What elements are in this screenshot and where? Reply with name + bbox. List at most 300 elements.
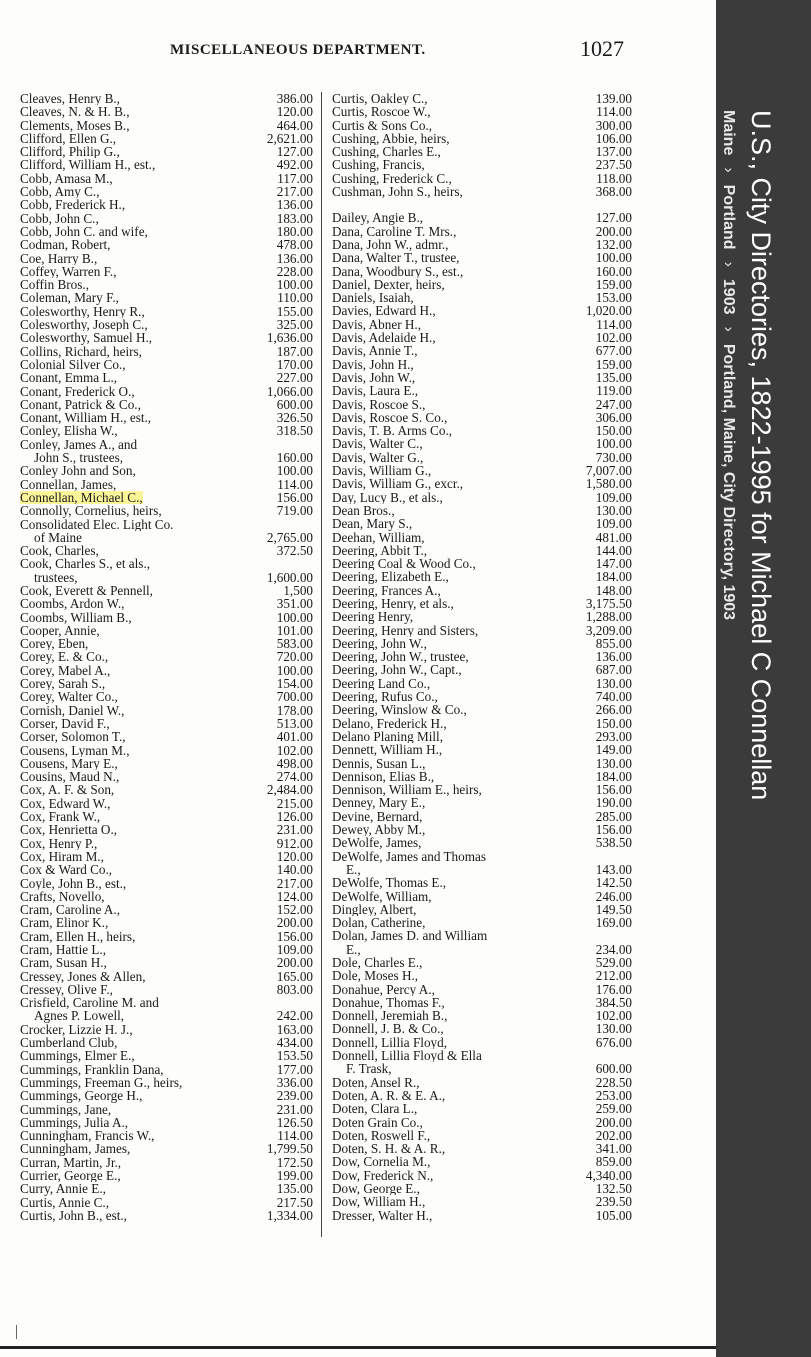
entry-name: Cox, Hiram M., — [20, 849, 104, 864]
entry-amount: 677.00 — [595, 343, 632, 359]
directory-entry — [20, 252, 313, 265]
directory-entry — [20, 278, 313, 291]
entry-amount: 109.00 — [595, 489, 632, 505]
directory-entry — [20, 225, 313, 238]
directory-entry — [332, 823, 632, 836]
entry-name: Coffey, Warren F., — [20, 264, 117, 279]
page-edge-mark — [16, 1325, 17, 1339]
entry-name: Dolan, Catherine, — [332, 916, 426, 930]
entry-name: Crafts, Novello, — [20, 889, 105, 904]
directory-entry — [332, 650, 632, 663]
entry-name: Dow, George E., — [332, 1182, 420, 1196]
entry-amount: 1,288.00 — [585, 609, 632, 625]
entry-amount: 325.00 — [276, 317, 313, 333]
entry-name: Colesworthy, Henry R., — [20, 304, 145, 319]
directory-entry — [20, 624, 313, 637]
breadcrumb-city[interactable]: Portland — [720, 184, 737, 250]
directory-entry — [20, 1023, 313, 1036]
entry-name: Deering, Elizabeth E., — [332, 570, 449, 584]
directory-entry — [20, 837, 313, 850]
entry-name: Cummings, Elmer E., — [20, 1049, 135, 1063]
directory-entry — [20, 1142, 313, 1155]
entry-name: Cornish, Daniel W., — [20, 703, 125, 717]
entry-amount: 163.00 — [276, 1021, 313, 1037]
entry-name: Cox, Henry P., — [20, 836, 98, 850]
breadcrumb-state[interactable]: Maine — [720, 110, 737, 156]
entry-amount: 200.00 — [276, 955, 313, 971]
entry-name: Davis, Adelaide H., — [332, 331, 436, 345]
breadcrumb-separator: › — [720, 167, 737, 173]
entry-amount: 176.00 — [595, 981, 632, 997]
entry-name: Cram, Hattie L., — [20, 943, 107, 957]
entry-name: Cobb, John C., — [20, 211, 99, 225]
directory-entry — [332, 92, 632, 105]
entry-amount: 7,007.00 — [585, 463, 632, 479]
directory-entry — [332, 185, 632, 198]
directory-entry — [332, 810, 632, 823]
directory-entry — [332, 278, 632, 291]
entry-name: Davis, Annie T., — [332, 344, 418, 358]
directory-entry — [20, 1209, 313, 1222]
entry-amount: 137.00 — [595, 144, 632, 160]
right-column — [332, 92, 632, 1222]
entry-amount: 1,500 — [283, 582, 313, 598]
directory-entry — [332, 1182, 632, 1195]
directory-entry — [332, 1209, 632, 1222]
entry-amount: 184.00 — [595, 768, 632, 784]
entry-name: Dean, Mary S., — [332, 517, 413, 531]
entry-name: Dewey, Abby M., — [332, 823, 426, 837]
entry-amount: 368.00 — [595, 184, 632, 200]
entry-amount: 2,765.00 — [266, 529, 313, 545]
directory-entry — [20, 850, 313, 863]
directory-entry — [20, 717, 313, 730]
entry-name: Doten, Clara L., — [332, 1102, 418, 1116]
entry-name: Delano Planing Mill, — [332, 729, 443, 744]
directory-entry — [332, 477, 632, 490]
entry-amount: 253.00 — [595, 1087, 632, 1103]
entry-name: Day, Lucy B., et als., — [332, 490, 443, 504]
entry-name: Corey, Walter Co., — [20, 690, 118, 704]
entry-name: Cressey, Olive F., — [20, 982, 113, 997]
directory-entry — [20, 158, 313, 171]
entry-amount: 259.00 — [595, 1101, 632, 1117]
entry-amount: 150.00 — [595, 715, 632, 731]
entry-amount: 100.00 — [276, 277, 313, 293]
directory-entry — [332, 105, 632, 118]
entry-amount: 159.00 — [595, 276, 632, 292]
entry-amount: 386.00 — [276, 91, 313, 106]
page-header — [0, 36, 716, 70]
directory-entry — [332, 956, 632, 969]
directory-entry — [332, 1022, 632, 1035]
directory-entry — [20, 916, 313, 929]
entry-name: Coe, Harry B., — [20, 251, 98, 265]
entry-amount: 401.00 — [276, 729, 313, 745]
directory-entry — [20, 1116, 313, 1129]
entry-amount: 149.00 — [595, 742, 632, 758]
entry-name: Colonial Silver Co., — [20, 357, 126, 372]
entry-amount: 237.50 — [595, 157, 632, 173]
entry-amount: 102.00 — [595, 330, 632, 346]
directory-entry — [20, 730, 313, 743]
entry-name: Cobb, Amasa M., — [20, 171, 113, 186]
directory-entry — [332, 690, 632, 703]
directory-entry — [332, 291, 632, 304]
entry-amount: 127.00 — [595, 210, 632, 226]
entry-name: DeWolfe, William, — [332, 889, 432, 903]
directory-entry — [20, 557, 313, 570]
record-sidebar — [716, 0, 811, 1357]
entry-name: Corey, Sarah S., — [20, 677, 106, 691]
directory-entry — [332, 1142, 632, 1155]
entry-amount: 165.00 — [276, 968, 313, 984]
entry-name: Cushing, Frederick C., — [332, 171, 452, 186]
entry-name: Deering Coal & Wood Co., — [332, 557, 476, 571]
directory-entry — [332, 677, 632, 690]
entry-amount: 247.00 — [595, 396, 632, 412]
directory-entry — [20, 1009, 313, 1022]
directory-entry — [332, 969, 632, 982]
entry-amount: 803.00 — [276, 981, 313, 997]
directory-entry — [20, 198, 313, 211]
directory-entry — [20, 877, 313, 890]
directory-entry — [332, 398, 632, 411]
entry-name: Cushing, Charles E., — [332, 145, 441, 159]
directory-entry — [20, 650, 313, 663]
directory-entry — [20, 970, 313, 983]
directory-entry — [332, 876, 632, 889]
entry-name: Codman, Robert, — [20, 238, 111, 252]
entry-name: Dean Bros., — [332, 503, 395, 518]
entry-amount: 102.00 — [276, 742, 313, 758]
entry-name: Dolan, James D. and William — [332, 929, 488, 943]
entry-amount: 114.00 — [596, 316, 632, 332]
directory-entry — [332, 491, 632, 504]
directory-entry — [332, 531, 632, 544]
entry-name: Coyle, John B., est., — [20, 876, 127, 890]
entry-amount: 126.50 — [276, 1114, 313, 1130]
entry-name: Deering Land Co., — [332, 676, 431, 691]
entry-name: Connolly, Cornelius, heirs, — [20, 504, 162, 518]
entry-name: F. Trask, — [346, 1062, 392, 1076]
entry-name: E., — [346, 942, 361, 956]
entry-name: Deering, Rufus Co., — [332, 690, 438, 704]
entry-amount: 109.00 — [595, 516, 632, 532]
entry-name: Consolidated Elec. Light Co. — [20, 517, 174, 531]
entry-name: Corser, Solomon T., — [20, 730, 126, 744]
directory-entry — [20, 238, 313, 251]
entry-name: Cram, Caroline A., — [20, 903, 120, 917]
directory-entry — [332, 597, 632, 610]
entry-amount: 124.00 — [276, 888, 313, 904]
directory-entry — [20, 478, 313, 491]
entry-name: Cummings, Jane, — [20, 1102, 112, 1116]
directory-entry — [20, 797, 313, 810]
directory-entry — [20, 411, 313, 424]
entry-amount: 700.00 — [276, 689, 313, 705]
entry-name: Clifford, William H., est., — [20, 158, 156, 172]
entry-amount: 130.00 — [595, 1021, 632, 1037]
entry-amount: 117.00 — [277, 170, 313, 186]
directory-entry — [332, 158, 632, 171]
entry-name: Colesworthy, Samuel H., — [20, 331, 153, 345]
entry-amount: 217.00 — [276, 875, 313, 891]
directory-entry — [20, 1196, 313, 1209]
entry-name: Daniel, Dexter, heirs, — [332, 277, 445, 292]
directory-entry — [332, 1062, 632, 1075]
directory-entry — [332, 1155, 632, 1168]
entry-amount: 492.00 — [276, 157, 313, 173]
entry-amount: 217.50 — [276, 1194, 313, 1210]
directory-entry — [332, 703, 632, 716]
entry-amount: 859.00 — [595, 1154, 632, 1170]
directory-entry — [20, 677, 313, 690]
entry-amount: 912.00 — [276, 835, 313, 851]
entry-name: Cousens, Lyman M., — [20, 743, 130, 757]
entry-name: Curtis, Annie C., — [20, 1195, 110, 1209]
entry-amount: 719.00 — [276, 503, 313, 519]
entry-amount: 130.00 — [595, 755, 632, 771]
directory-entry — [332, 1049, 632, 1062]
entry-name: Cram, Susan H., — [20, 956, 107, 970]
entry-amount: 180.00 — [276, 223, 313, 239]
entry-name: Dennison, Elias B., — [332, 769, 435, 784]
entry-amount: 676.00 — [595, 1034, 632, 1050]
entry-amount: 217.00 — [276, 184, 313, 200]
directory-entry — [332, 743, 632, 756]
entry-amount: 159.00 — [595, 356, 632, 372]
entry-amount: 147.00 — [595, 556, 632, 572]
entry-name: Deering, Abbit T., — [332, 543, 428, 558]
entry-name: Cox, Henrietta O., — [20, 823, 118, 837]
directory-entry — [332, 943, 632, 956]
entry-name: Dennison, William E., heirs, — [332, 783, 482, 797]
entry-name: Corey, Eben, — [20, 637, 89, 651]
directory-entry — [20, 291, 313, 304]
entry-name: Clifford, Philip G., — [20, 145, 120, 159]
entry-name: Dennis, Susan L., — [332, 756, 426, 770]
entry-name: Doten, Ansel R., — [332, 1075, 420, 1089]
directory-entry — [332, 929, 632, 942]
directory-entry — [332, 145, 632, 158]
directory-entry — [20, 1129, 313, 1142]
entry-amount: 200.00 — [276, 915, 313, 931]
entry-name: Davis, Roscoe S. Co., — [332, 410, 448, 425]
entry-name: Davis, Walter G., — [332, 450, 424, 465]
directory-entry — [20, 1089, 313, 1102]
entry-amount: 326.50 — [276, 410, 313, 426]
entry-name: Cobb, Amy C., — [20, 185, 100, 199]
entry-amount: 149.50 — [595, 901, 632, 917]
directory-entry — [332, 584, 632, 597]
breadcrumb-year[interactable]: 1903 — [720, 278, 737, 315]
entry-name: Cummings, Julia A., — [20, 1115, 129, 1130]
entry-amount: 156.00 — [276, 928, 313, 944]
directory-entry — [332, 730, 632, 743]
entry-amount: 172.50 — [276, 1154, 313, 1170]
entry-amount: 126.00 — [276, 809, 313, 825]
directory-entry — [20, 1063, 313, 1076]
entry-amount: 110.00 — [277, 290, 313, 306]
entry-name: Corser, David F., — [20, 716, 110, 731]
entry-amount: 478.00 — [276, 237, 313, 253]
entry-amount: 730.00 — [595, 449, 632, 465]
entry-name: Cummings, George H., — [20, 1089, 143, 1103]
entry-name: Cram, Elinor K., — [20, 916, 109, 930]
directory-entry — [20, 119, 313, 132]
directory-entry — [332, 850, 632, 863]
entry-amount: 135.00 — [276, 1181, 313, 1197]
entry-name: Devine, Bernard, — [332, 809, 423, 824]
breadcrumb-separator: › — [720, 326, 737, 332]
entry-name: Deering Henry, — [332, 610, 414, 624]
directory-entry — [20, 265, 313, 278]
directory-entry — [332, 663, 632, 676]
entry-name: Dow, William H., — [332, 1195, 426, 1209]
directory-entry — [332, 796, 632, 809]
entry-name: Deering, John W., trustee, — [332, 650, 469, 664]
entry-name: Cobb, John C. and wife, — [20, 224, 148, 239]
directory-entry — [20, 890, 313, 903]
entry-amount: 100.00 — [276, 662, 313, 678]
entry-name: Cressey, Jones & Allen, — [20, 969, 146, 983]
entry-amount: 234.00 — [595, 941, 632, 957]
entry-amount: 228.00 — [276, 263, 313, 279]
directory-entry — [20, 690, 313, 703]
directory-entry — [20, 1036, 313, 1049]
entry-amount: 351.00 — [276, 596, 313, 612]
directory-entry — [20, 385, 313, 398]
entry-name: Collins, Richard, heirs, — [20, 344, 142, 358]
entry-amount: 136.00 — [276, 250, 313, 266]
entry-amount: 538.50 — [595, 835, 632, 851]
entry-amount: 227.00 — [276, 370, 313, 386]
directory-entry — [332, 1195, 632, 1208]
directory-entry — [332, 265, 632, 278]
entry-amount: 464.00 — [276, 117, 313, 133]
bottom-rule — [0, 1346, 716, 1349]
entry-amount: 169.00 — [595, 915, 632, 931]
directory-entry — [20, 744, 313, 757]
entry-name: Colesworthy, Joseph C., — [20, 318, 148, 332]
entry-amount: 274.00 — [276, 769, 313, 785]
entry-amount: 513.00 — [276, 715, 313, 731]
entry-name: Davis, Walter C., — [332, 437, 423, 451]
entry-amount: 202.00 — [595, 1127, 632, 1143]
directory-entry — [332, 211, 632, 224]
directory-entry — [20, 92, 313, 105]
entry-name: Cushing, Francis, — [332, 158, 425, 172]
directory-entry — [332, 1076, 632, 1089]
directory-entry — [20, 597, 313, 610]
entry-name: Cox, A. F. & Son, — [20, 783, 115, 797]
entry-amount: 114.00 — [277, 1128, 313, 1144]
directory-entry — [20, 637, 313, 650]
directory-entry — [332, 384, 632, 397]
entry-amount: 136.00 — [595, 649, 632, 665]
entry-name: Cook, Charles, — [20, 544, 99, 558]
entry-amount: 384.50 — [595, 994, 632, 1010]
directory-entry — [20, 704, 313, 717]
entry-amount: 1,636.00 — [266, 330, 313, 346]
entry-amount: 190.00 — [595, 795, 632, 811]
breadcrumb-directory[interactable]: Portland, Maine, City Directory, 1903 — [720, 343, 737, 621]
directory-entry — [20, 424, 313, 437]
entry-name: Cunningham, James, — [20, 1142, 131, 1156]
entry-name: Curtis & Sons Co., — [332, 118, 433, 132]
entry-amount: 231.00 — [276, 1101, 313, 1117]
entry-name: Conant, Emma L., — [20, 371, 118, 385]
directory-entry — [20, 956, 313, 969]
entry-name: Curran, Martin, Jr., — [20, 1155, 122, 1170]
entry-amount: 285.00 — [595, 808, 632, 824]
column-divider — [321, 92, 322, 1237]
entry-amount: 156.00 — [595, 822, 632, 838]
directory-entry — [20, 132, 313, 145]
directory-entry — [332, 1102, 632, 1115]
entry-amount: 1,066.00 — [266, 383, 313, 399]
entry-name: Cunningham, Francis W., — [20, 1129, 155, 1143]
entry-name: Cox & Ward Co., — [20, 863, 113, 877]
entry-name: DeWolfe, James, — [332, 836, 422, 850]
entry-name: Agnes P. Lowell, — [34, 1009, 125, 1023]
entry-amount: 127.00 — [276, 144, 313, 160]
entry-name: Coleman, Mary F., — [20, 291, 119, 305]
entry-name: Cousens, Mary E., — [20, 756, 118, 771]
directory-entry — [20, 358, 313, 371]
entry-amount: 187.00 — [276, 343, 313, 359]
entry-amount: 306.00 — [595, 409, 632, 425]
entry-amount: 148.00 — [595, 582, 632, 598]
directory-entry — [20, 1182, 313, 1195]
directory-entry — [332, 1116, 632, 1129]
entry-name: Davis, Roscoe S., — [332, 397, 426, 411]
directory-entry — [332, 836, 632, 849]
directory-entry — [332, 304, 632, 317]
directory-entry — [20, 983, 313, 996]
entry-amount: 150.00 — [595, 423, 632, 439]
entry-amount: 156.00 — [595, 782, 632, 798]
entry-amount: 4,340.00 — [585, 1167, 632, 1183]
entry-name: Davis, William G., excr., — [332, 477, 464, 491]
directory-entry — [20, 212, 313, 225]
entry-name: Dole, Charles E., — [332, 956, 423, 970]
entry-name: Dole, Moses H., — [332, 969, 419, 983]
entry-amount: 130.00 — [595, 675, 632, 691]
entry-amount: 114.00 — [277, 476, 313, 492]
directory-entry — [332, 371, 632, 384]
entry-amount: 200.00 — [595, 1114, 632, 1130]
entry-name: Cram, Ellen H., heirs, — [20, 929, 136, 943]
entry-name: Cummings, Freeman G., heirs, — [20, 1075, 183, 1090]
directory-entry — [20, 1049, 313, 1062]
entry-name: Deering, John W., — [332, 636, 427, 651]
page-number: 1027 — [580, 36, 624, 61]
entry-amount: 120.00 — [276, 104, 313, 120]
entry-name: DeWolfe, James and Thomas — [332, 849, 486, 863]
entry-amount: 212.00 — [595, 968, 632, 984]
entry-amount: 215.00 — [276, 795, 313, 811]
entry-amount: 231.00 — [276, 822, 313, 838]
entry-amount: 142.50 — [595, 875, 632, 891]
entry-name: Cushing, Abbie, heirs, — [332, 131, 450, 146]
entry-name: Deehan, William, — [332, 530, 425, 544]
entry-amount: 155.00 — [276, 303, 313, 319]
directory-entry — [332, 770, 632, 783]
entry-amount: 183.00 — [276, 210, 313, 226]
directory-entry — [20, 544, 313, 557]
